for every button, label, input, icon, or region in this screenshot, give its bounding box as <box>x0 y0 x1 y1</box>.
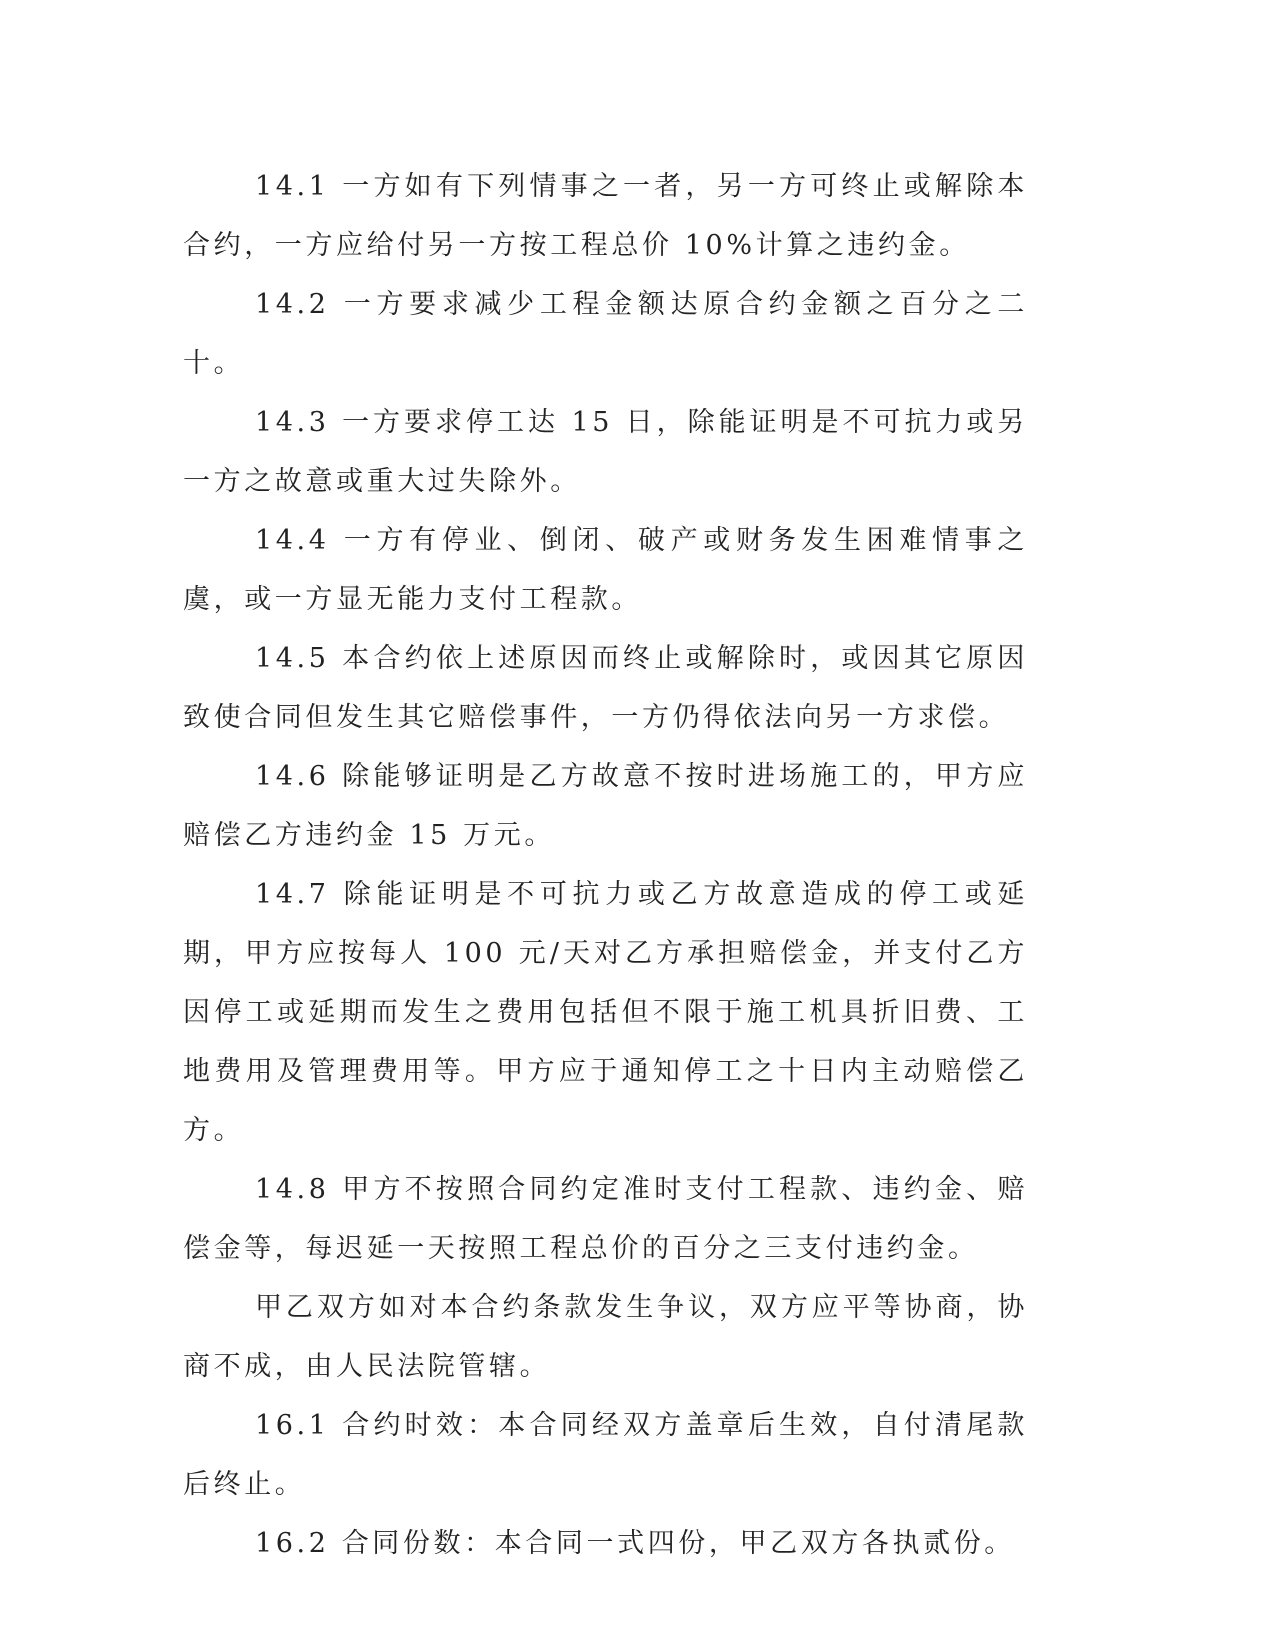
clause-14-4: 14.4 一方有停业、倒闭、破产或财务发生困难情事之虞，或一方显无能力支付工程款。 <box>183 525 1028 615</box>
clause-14-3: 14.3 一方要求停工达 15 日，除能证明是不可抗力或另一方之故意或重大过失除外。 <box>183 407 1028 497</box>
clause-14-8: 14.8 甲方不按照合同约定准时支付工程款、违约金、赔偿金等，每迟延一天按照工程总价的百分之三支付违约金。 <box>183 1174 1028 1264</box>
clause-14-1: 14.1 一方如有下列情事之一者，另一方可终止或解除本合约，一方应给付另一方按工程总价 10%计算之违约金。 <box>183 171 1028 261</box>
document-page <box>183 157 1028 1573</box>
clause-14-5: 14.5 本合约依上述原因而终止或解除时，或因其它原因致使合同但发生其它赔偿事件，一方仍得依法向另一方求偿。 <box>183 643 1028 733</box>
clause-14-7: 14.7 除能证明是不可抗力或乙方故意造成的停工或延期，甲方应按每人 100 元/天对乙方承担赔偿金，并支付乙方因停工或延期而发生之费用包括但不限于施工机具折旧费、工地费用及管理费用等。甲方应于通知停工之十日内主动赔偿乙方。 <box>183 879 1028 1146</box>
clause-dispute: 甲乙双方如对本合约条款发生争议，双方应平等协商，协商不成，由人民法院管辖。 <box>183 1292 1028 1382</box>
clause-14-6: 14.6 除能够证明是乙方故意不按时进场施工的，甲方应赔偿乙方违约金 15 万元。 <box>183 761 1028 851</box>
clause-16-1: 16.1 合约时效：本合同经双方盖章后生效，自付清尾款后终止。 <box>183 1410 1028 1500</box>
clause-16-2: 16.2 合同份数：本合同一式四份，甲乙双方各执贰份。 <box>255 1528 1015 1559</box>
clause-14-2: 14.2 一方要求减少工程金额达原合约金额之百分之二十。 <box>183 289 1028 379</box>
